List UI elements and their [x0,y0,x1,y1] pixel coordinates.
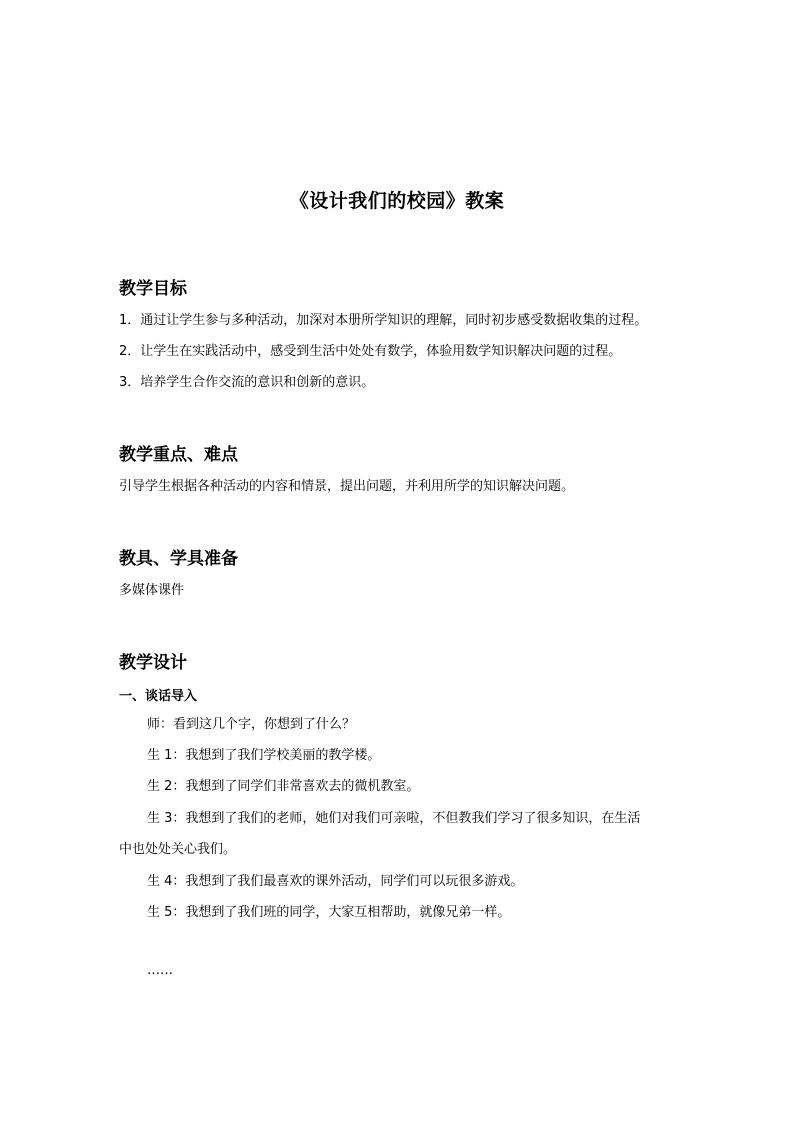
objective-item-1: 1．通过让学生参与多种活动，加深对本册所学知识的理解，同时初步感受数据收集的过程。 [119,313,648,328]
heading-design: 教学设计 [119,653,187,673]
heading-key-points: 教学重点、难点 [119,445,238,465]
dialogue-line: 生 5：我想到了我们班的同学，大家互相帮助，就像兄弟一样。 [147,905,511,920]
materials-text: 多媒体课件 [119,583,185,598]
dialogue-line: 生 2：我想到了同学们非常喜欢去的微机教室。 [147,779,420,794]
dialogue-line: 生 4：我想到了我们最喜欢的课外活动，同学们可以玩很多游戏。 [147,874,524,889]
document-title: 《设计我们的校园》教案 [289,190,505,212]
dialogue-line: 生 3：我想到了我们的老师，她们对我们可亲啦，不但教我们学习了很多知识，在生活 [147,811,641,826]
dialogue-line: 师：看到这几个字，你想到了什么？ [147,717,356,732]
ellipsis: …… [147,963,173,978]
objective-item-2: 2．让学生在实践活动中，感受到生活中处处有数学，体验用数学知识解决问题的过程。 [119,344,622,359]
dialogue-line-continuation: 中也处处关心我们。 [119,842,237,857]
key-points-text: 引导学生根据各种活动的内容和情景，提出问题，并利用所学的知识解决问题。 [119,479,575,494]
dialogue-line: 生 1：我想到了我们学校美丽的教学楼。 [147,748,381,763]
design-subheading: 一、谈话导入 [119,689,198,704]
heading-objectives: 教学目标 [119,279,187,299]
objective-item-3: 3．培养学生合作交流的意识和创新的意识。 [119,375,375,390]
heading-materials: 教具、学具准备 [119,549,238,569]
